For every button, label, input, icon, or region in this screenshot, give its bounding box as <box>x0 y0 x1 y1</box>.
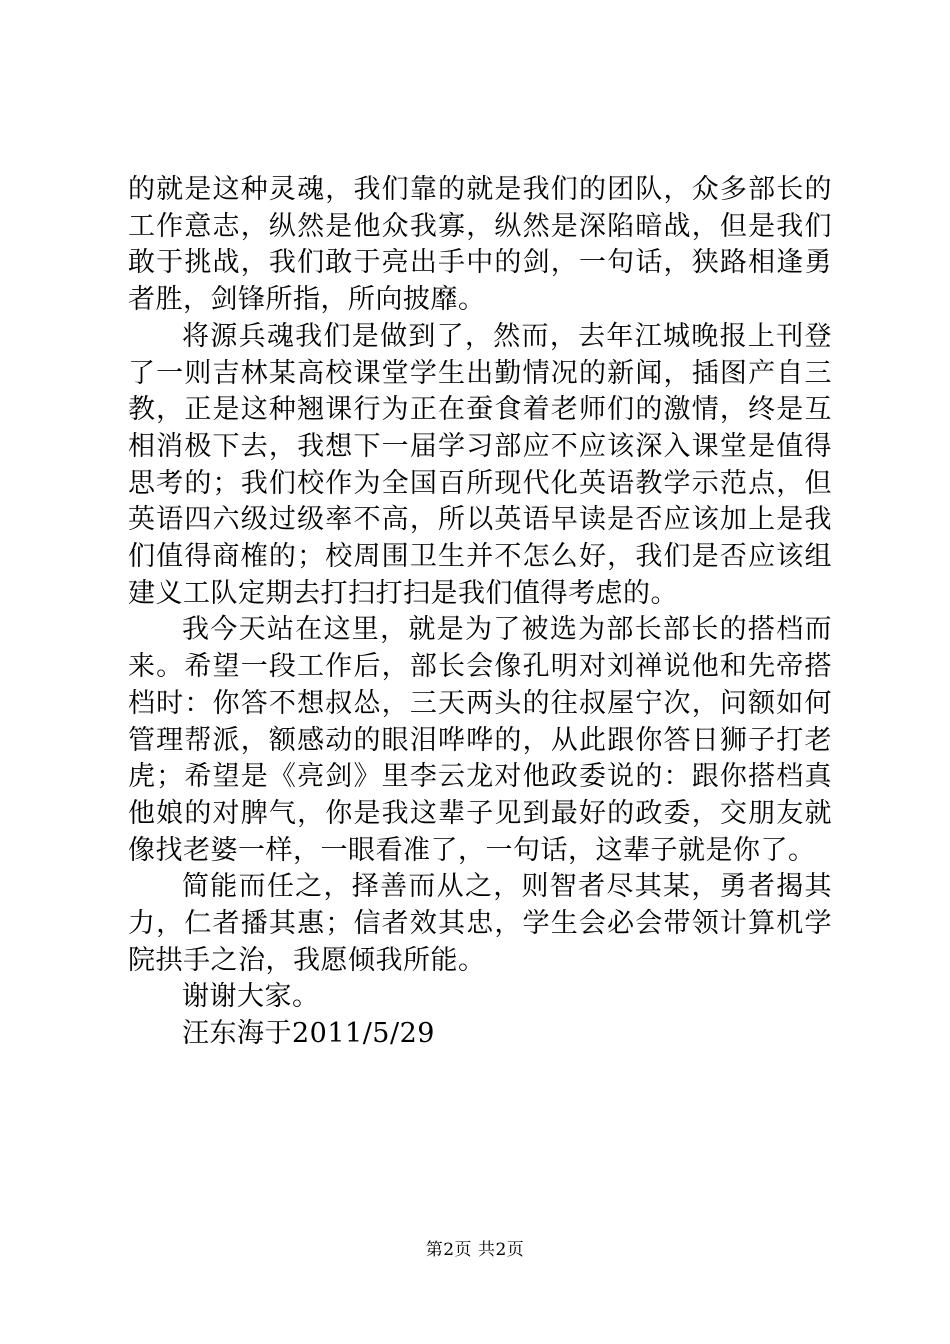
paragraph-partner-hope: 我今天站在这里，就是为了被选为部长部长的搭档而来。希望一段工作后，部长会像孔明对刘禅说他和先帝搭档时：你答不想叔怂，三天两头的往叔屋宁次，问额如何管理帮派，额感动的眼泪哗哗的，从此跟你答日狮子打老虎；希望是《亮剑》里李云龙对他政委说的：跟你搭档真他娘的对脾气，你是我这辈子见到最好的政委，交朋友就像找老婆一样，一眼看准了，一句话，这辈子就是你了。 <box>128 614 832 866</box>
signature-date: 汪东海于2011/5/29 <box>182 1018 435 1050</box>
page-footer: 第2页 共2页 <box>425 1240 525 1260</box>
paragraph-thanks: 谢谢大家。 <box>182 981 320 1013</box>
document-body <box>128 172 832 1053</box>
paragraph-campus-issues: 将源兵魂我们是做到了，然而，去年江城晚报上刊登了一则吉林某高校课堂学生出勤情况的新闻，插图产自三教，正是这种翘课行为正在蚕食着老师们的激情，终是互相消极下去，我想下一届学习部应不应该深入课堂是值得思考的；我们校作为全国百所现代化英语教学示范点，但英语四六级过级率不高，所以英语早读是否应该加上是我们值得商榷的；校周围卫生并不怎么好，我们是否应该组建义工队定期去打扫打扫是我们值得考虑的。 <box>128 320 832 609</box>
paragraph-continuation: 的就是这种灵魂，我们靠的就是我们的团队，众多部长的工作意志，纵然是他众我寡，纵然是深陷暗战，但是我们敢于挑战，我们敢于亮出手中的剑，一句话，狭路相逢勇者胜，剑锋所指，所向披靡。 <box>128 174 832 316</box>
paragraph-closing-pledge: 简能而任之，择善而从之，则智者尽其某，勇者揭其力，仁者播其惠；信者效其忠，学生会必会带领计算机学院拱手之治，我愿倾我所能。 <box>128 871 832 976</box>
